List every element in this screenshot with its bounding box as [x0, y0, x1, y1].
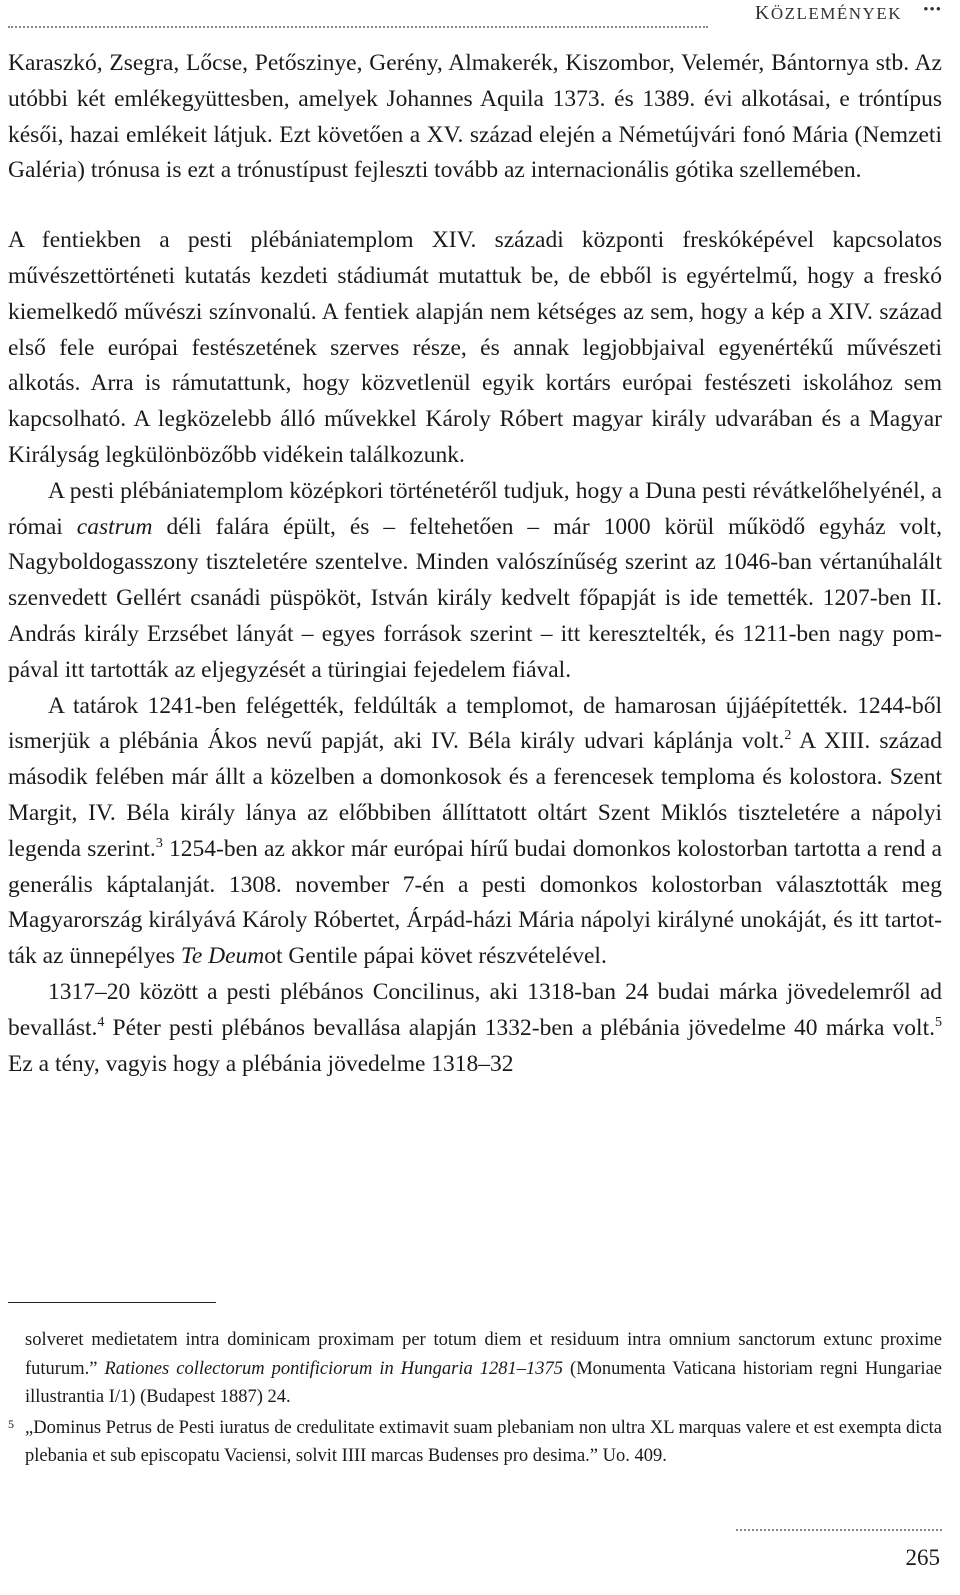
footnote-ref-2[interactable]: 2	[784, 728, 792, 744]
italic-term-castrum: castrum	[76, 513, 153, 540]
paragraph-1: Karaszkó, Zsegra, Lőcse, Petőszinye, Gerény, Almakerék, Kiszombor, Velemér, Bántornya stb. Az utóbbi két emlékegyüttesben, amelyek Johannes Aquila 1373. és 1389. évi alkotásai, e tróntípus késői, hazai emlékeit látjuk. Ezt követően a XV. század elején a Németújvári fonó Mária (Nemzeti Galéria) trónusa is ezt a trónustípust fejleszti tovább az internacionális gótika szellemében.	[8, 50, 942, 184]
footnote-separator-rule	[8, 1302, 216, 1303]
footnote-5-number: 5	[8, 1416, 14, 1431]
footnote-source-title: Rationes collectorum pontificiorum in Hungaria 1281–1375	[104, 1358, 564, 1379]
footnote-4-continuation: solveret medietatem intra dominicam proximam per totum diem et residuum intra omnium sanctorum extunc proxime futurum.” Rationes collectorum pontificiorum in Hungaria 1281–1375 (Monumenta Vaticana historiam regni Hungariae illustrantia I/1) (Budapest 1887) 24.	[25, 1330, 942, 1407]
paragraph-5: 1317–20 között a pesti plébános Concilinus, aki 1318-ban 24 budai márka jövedelemről ad bevallást.$^4$ Péter pesti plébános bevallása alapján 1332-ben a plébánia jövedelme 40 márka volt.$^5$ Ez a tény, vagyis hogy a plébánia jövedelme 1318–32	[8, 978, 942, 1077]
paragraph-2: A fentiekben a pesti plébániatemplom XIV. századi központi freskóképével kapcsolatos művészettörténeti kutatás kezdeti stádiumát mutattuk be, de ebből is egyértelmű, hogy a freskó kiemelkedő művészi színvonalú. A fentiek alapján nem kétséges az sem, hogy a kép a XIV. század első fele európai festészetének szerves része, és annak legjobbjaival egyenértékű művészeti alkotás. Arra is rámutattunk, hogy közvetlenül egyik kortárs európai festészeti iskolához sem kapcsolható. A legközelebb álló művekkel Károly Róbert magyar király udvarában és a Magyar Királyság legkülönbözőbb vidékein találkozunk.	[8, 227, 942, 468]
page-number: 265	[905, 1545, 940, 1570]
footnote-ref-3[interactable]: 3	[155, 835, 163, 851]
journal-page	[8, 0, 942, 1595]
paragraph-4: A tatárok 1241-ben felégették, feldúlták a templomot, de hamarosan újjáépítették. 1244-ből ismerjük a plébánia Ákos nevű papját, aki IV. Béla király udvari káplánja volt.$^2$ A XIII. század második felében már állt a közelben a domonkosok és a ferencesek temploma és kolostora. Szent Margit, IV. Béla király lánya az előbbiben állíttatott oltárt Szent Miklós tiszteletére a nápolyi legenda szerint.$^3$ 1254-ben az akkor már európai hírű budai domonkos kolostorban tartotta a rend a generális káptalanját. 1308. november 7-én a pesti domonkos kolostorban választották meg Magyarország királyává Károly Róbertet, Árpád-házi Mária nápolyi királyné unokáját, és itt tartották az ünnepélyes Te Deumot Gentile pápai követ részvételével.	[8, 692, 942, 970]
footnote-5: 5 „Dominus Petrus de Pesti iuratus de credulitate extimavit suam plebaniam non ultra XL marquas valere et est exempta dicta plebania et sub episcopatu Vaciensi, solvit IIII marcas Budenses pro desima.” Uo. 409.	[8, 1414, 942, 1471]
header-dotted-rule	[8, 26, 708, 28]
footer-dotted-rule	[736, 1529, 942, 1531]
header-bullets-ornament: •••	[923, 2, 942, 18]
running-header-section-title: KÖZLEMÉNYEK	[754, 2, 902, 24]
footnote-ref-5[interactable]: 5	[935, 1014, 942, 1030]
paragraph-3: A pesti plébániatemplom középkori történetéről tudjuk, hogy a Duna pesti révátkelőhelyénél, a római castrum déli falára épült, és – feltehetően – már 1000 körül működő egyház volt, Nagyboldogasszony tiszteletére szentelve. Minden valószínűség szerint az 1046-ban vértanúhalált szenvedett Gellért csanádi püspököt, István király kedvelt főpapját is ide temették. 1207-ben II. András király Erzsébet lányát – egyes források szerint – itt keresztelték, és 1211-ben nagy pompával itt tartották az eljegyzését a türingiai fejedelem fiával.	[8, 477, 942, 683]
footnote-ref-4[interactable]: 4	[97, 1014, 105, 1030]
body-text	[8, 46, 942, 1082]
italic-term-te-deum: Te Deum	[180, 943, 265, 970]
footnotes	[8, 1326, 942, 1471]
